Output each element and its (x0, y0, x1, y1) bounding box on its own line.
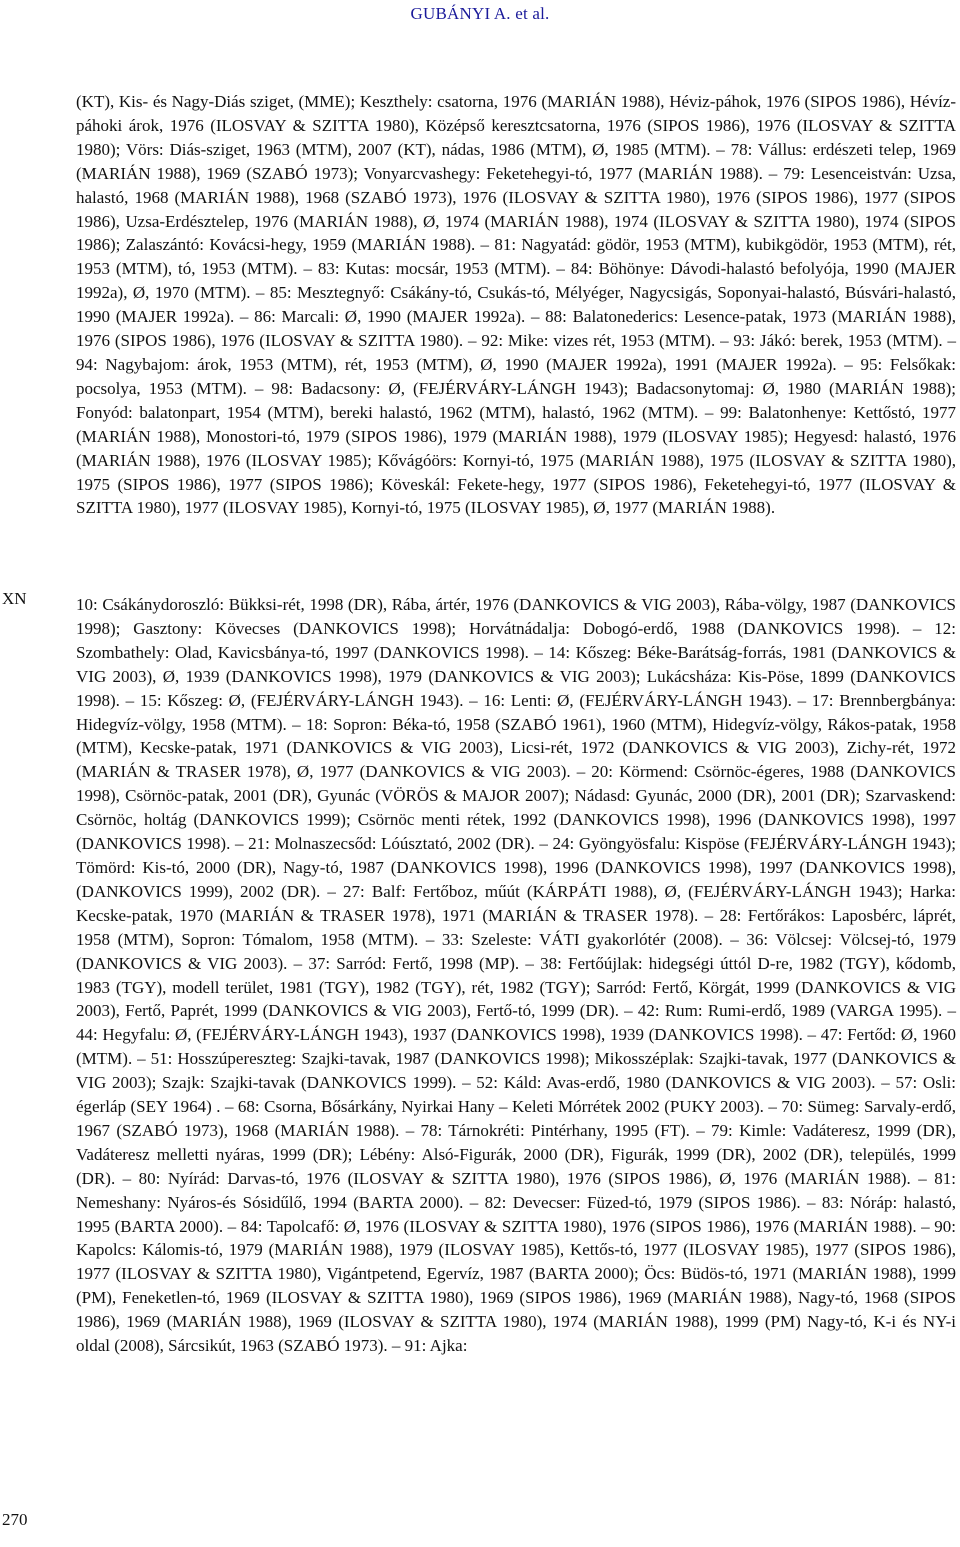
running-header (0, 4, 960, 24)
grid-square-code: XN (2, 589, 27, 608)
running-title: GUBÁNYI A. et al. (410, 4, 550, 23)
paragraph-text: 10: Csákánydoroszló: Bükksi-rét, 1998 (DR), Rába, ártér, 1976 (DANKOVICS & VIG 2003), Rába-völgy, 1987 (DANKOVICS 1998); Gasztony: Kövecses (DANKOVICS 1998); Horvátnádalja: Dobogó-erdő, 1988 (DANKOVICS 1998). – 12: Szombathely: Olad, Kavicsbánya-tó, 1997 (DANKOVICS 1998). – 14: Kőszeg: Béke-Barátság-forrás, 1981 (DANKOVICS & VIG 2003), Ø, 1939 (DANKOVICS 1998), 1979 (DANKOVICS & VIG 2003); Lukácsháza: Kis-Pöse, 1899 (DANKOVICS 1998). – 15: Kőszeg: Ø, (FEJÉRVÁRY-LÁNGH 1943). – 16: Lenti: Ø, (FEJÉRVÁRY-LÁNGH 1943). – 17: Brennbergbánya: Hidegvíz-völgy, 1958 (MTM). – 18: Sopron: Béka-tó, 1958 (SZABÓ 1961), 1960 (MTM), Hidegvíz-völgy, Rákos-patak, 1958 (MTM), Kecske-patak, 1971 (DANKOVICS & VIG 2003), Licsi-rét, 1972 (DANKOVICS & VIG 2003), Zichy-rét, 1972 (MARIÁN & TRASER 1978), Ø, 1977 (DANKOVICS & VIG 2003). – 20: Körmend: Csörnöc-égeres, 1988 (DANKOVICS 1998), Csörnöc-patak, 2001 (DR), Gyunác (VÖRÖS & MAJOR 2007); Nádasd: Gyunác, 2000 (DR), 2001 (DR); Szarvaskend: Csörnöc, holtág (DANKOVICS 1999); Csörnöc menti rétek, 1992 (DANKOVICS 1998), 1996 (DANKOVICS 1998), 1997 (DANKOVICS 1998). – 21: Molnaszecsőd: Lóúsztató, 2002 (DR). – 24: Gyöngyösfalu: Kispöse (FEJÉRVÁRY-LÁNGH 1943); Tömörd: Kis-tó, 2000 (DR), Nagy-tó, 1987 (DANKOVICS 1998), 1996 (DANKOVICS 1998), 1997 (DANKOVICS 1998), (DANKOVICS 1999), 2002 (DR). – 27: Balf: Fertőboz, műút (KÁRPÁTI 1988), Ø, (FEJÉRVÁRY-LÁNGH 1943); Harka: Kecske-patak, 1970 (MARIÁN & TRASER 1978), 1971 (MARIÁN & TRASER 1978). – 28: Fertőrákos: Laposbérc, láprét, 1958 (MTM), Sopron: Tómalom, 1958 (MTM). – 33: Szeleste: VÁTI gyakorlótér (2008). – 36: Völcsej: Völcsej-tó, 1979 (DANKOVICS & VIG 2003). – 37: Sarród: Fertő, 1998 (MP). – 38: Fertőújlak: hidegségi úttól D-re, 1982 (TGY), kődomb, 1983 (TGY), modell terület, 1981 (TGY), 1982 (TGY), rét, 1982 (TGY); Sarród: Fertő, Körgát, 1999 (DANKOVICS & VIG 2003), Fertő, Paprét, 1999 (DANKOVICS & VIG 2003), Fertő-tó, 1999 (DR). – 42: Rum: Rumi-erdő, 1989 (VARGA 1995). – 44: Hegyfalu: Ø, (FEJÉRVÁRY-LÁNGH 1943), 1937 (DANKOVICS 1998), 1939 (DANKOVICS 1998). – 47: Fertőd: Ø, 1960 (MTM). – 51: Hosszúpereszteg: Szajki-tavak, 1987 (DANKOVICS 1998); Mikosszéplak: Szajki-tavak, 1977 (DANKOVICS & VIG 2003); Szajk: Szajki-tavak (DANKOVICS 1999). – 52: Káld: Avas-erdő, 1980 (DANKOVICS & VIG 2003). – 57: Osli: égerláp (SEY 1964) . – 68: Csorna, Bősárkány, Nyirkai Hany – Keleti Mórrétek 2002 (PUKY 2003). – 70: Sümeg: Sarvaly-erdő, 1967 (SZABÓ 1973), 1968 (MARIÁN 1988). – 78: Tárnokréti: Pintérhany, 1995 (FT). – 79: Kimle: Vadáteresz, 1999 (DR), Vadáteresz melletti nyáras, 1999 (DR); Lébény: Alsó-Figurák, 2000 (DR), Figurák, 1999 (DR), 2002 (DR), település, 1999 (DR). – 80: Nyírád: Darvas-tó, 1976 (ILOSVAY & SZITTA 1980), 1976 (SIPOS 1986), Ø, 1976 (MARIÁN 1988). – 81: Nemeshany: Nyáros-és Sósidűlő, 1994 (BARTA 2000). – 82: Devecser: Füzed-tó, 1979 (SIPOS 1986). – 83: Nóráp: halastó, 1995 (BARTA 2000). – 84: Tapolcafő: Ø, 1976 (ILOSVAY & SZITTA 1980), 1976 (SIPOS 1986), 1976 (MARIÁN 1988). – 90: Kapolcs: Kálomis-tó, 1979 (MARIÁN 1988), 1979 (ILOSVAY 1985), Kettős-tó, 1977 (ILOSVAY 1985), 1977 (SIPOS 1986), 1977 (ILOSVAY & SZITTA 1980), Vigántpetend, Egervíz, 1987 (BARTA 2000); Öcs: Büdös-tó, 1971 (MARIÁN 1988), 1999 (PM), Feneketlen-tó, 1969 (ILOSVAY & SZITTA 1980), 1969 (SIPOS 1986), 1969 (MARIÁN 1988), Nagy-tó, 1968 (SIPOS 1986), 1969 (MARIÁN 1988), 1969 (ILOSVAY & SZITTA 1980), 1974 (MARIÁN 1988), 1999 (PM) Nagy-tó, K-i és NY-i oldal (2008), Sárcsikút, 1963 (SZABÓ 1973). – 91: Ajka: (76, 595, 956, 1356)
page-number: 270 (2, 1510, 28, 1529)
locality-paragraph-xn (76, 593, 956, 1358)
paragraph-text: (KT), Kis- és Nagy-Diás sziget, (MME); Keszthely: csatorna, 1976 (MARIÁN 1988), Héviz-páhok, 1976 (SIPOS 1986), Hévíz-páhoki árok, 1976 (ILOSVAY & SZITTA 1980), Középső keresztcsatorna, 1976 (SIPOS 1986), 1976 (ILOSVAY & SZITTA 1980); Vörs: Diás-sziget, 1963 (MTM), 2007 (KT), nádas, 1986 (MTM), Ø, 1985 (MTM). – 78: Vállus: erdészeti telep, 1969 (MARIÁN 1988), 1969 (SZABÓ 1973); Vonyarcvashegy: Feketehegyi-tó, 1977 (MARIÁN 1988). – 79: Lesenceistván: Uzsa, halastó, 1968 (MARIÁN 1988), 1968 (SZABÓ 1973), 1976 (ILOSVAY & SZITTA 1980), 1976 (SIPOS 1986), 1977 (SIPOS 1986), Uzsa-Erdésztelep, 1976 (MARIÁN 1988), Ø, 1974 (MARIÁN 1988), 1974 (ILOSVAY & SZITTA 1980), 1974 (SIPOS 1986); Zalaszántó: Kovácsi-hegy, 1959 (MARIÁN 1988). – 81: Nagyatád: gödör, 1953 (MTM), kubikgödör, 1953 (MTM), rét, 1953 (MTM), tó, 1953 (MTM). – 83: Kutas: mocsár, 1953 (MTM). – 84: Böhönye: Dávodi-halastó befolyója, 1990 (MAJER 1992a), Ø, 1970 (MTM). – 85: Mesztegnyő: Csákány-tó, Csukás-tó, Mélyéger, Nagycsigás, Soponyai-halastó, Búsvári-halastó, 1990 (MAJER 1992a). – 86: Marcali: Ø, 1990 (MAJER 1992a). – 88: Balatonederics: Lesence-patak, 1973 (MARIÁN 1988), 1976 (SIPOS 1986), 1976 (ILOSVAY & SZITTA 1980). – 92: Mike: vizes rét, 1953 (MTM). – 93: Jákó: berek, 1953 (MTM). – 94: Nagybajom: árok, 1953 (MTM), rét, 1953 (MTM), Ø, 1990 (MAJER 1992a), 1991 (MAJER 1992a). – 95: Felsőkak: pocsolya, 1953 (MTM). – 98: Badacsony: Ø, (FEJÉRVÁRY-LÁNGH 1943); Badacsonytomaj: Ø, 1980 (MARIÁN 1988); Fonyód: balatonpart, 1954 (MTM), bereki halastó, 1962 (MTM), halastó, 1962 (MTM). – 99: Balatonhenye: Kettőstó, 1977 (MARIÁN 1988), Monostori-tó, 1979 (SIPOS 1986), 1979 (MARIÁN 1988), 1979 (ILOSVAY 1985); Hegyesd: halastó, 1976 (MARIÁN 1988), 1976 (ILOSVAY 1985); Kővágóörs: Kornyi-tó, 1975 (MARIÁN 1988), 1975 (ILOSVAY & SZITTA 1980), 1975 (SIPOS 1986), 1977 (SIPOS 1986); Köveskál: Fekete-hegy, 1977 (SIPOS 1986), Feketehegyi-tó, 1977 (ILOSVAY & SZITTA 1980), 1977 (ILOSVAY 1985), Kornyi-tó, 1975 (ILOSVAY 1985), Ø, 1977 (MARIÁN 1988). (76, 92, 956, 518)
locality-paragraph-continued (76, 90, 956, 520)
